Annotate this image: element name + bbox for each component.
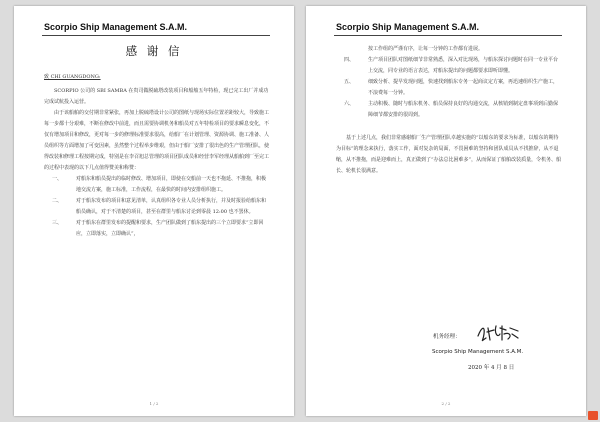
list-text: 对船东和船员提出的临时修改、增加项目，即使在交船前一天也不拖延、不推拖，积极地交流方案，施工标准，工作流程，在最快的时间内安排组织施工。 xyxy=(76,176,267,193)
closing-paragraph: 基于上述几点，我们非常感谢船厂生产管理团队卓越实施的“以船东的要求为标准，以船东的期待为目标”的理念来执行，落实工作，面对复杂的局面，不畏困难的坚持和团队成员从不找推辞，从不退缩，从不推拖，而是迎难而上，真正做到了“办法总比困难多”，从而保证了船舶改装质量，令机务、船长、轮机长很满意。 xyxy=(336,135,562,174)
list-number: 四、 xyxy=(344,57,355,63)
signature-icon xyxy=(476,322,520,344)
list-item xyxy=(336,55,562,77)
paragraph-intro: SCORPIO 公司的 SBI SAMBA 在贵司做脱硫塔改装项目和船舶五年特检，现已完工出厂并成功完成试航投入运营。 xyxy=(44,88,269,105)
header-rule xyxy=(334,35,562,36)
letter-page-1 xyxy=(14,6,294,416)
list-number: 五、 xyxy=(344,79,355,85)
handwritten-signature xyxy=(476,322,520,348)
list-item xyxy=(336,99,562,121)
letter-body-continued xyxy=(336,44,562,177)
list-number: 三、 xyxy=(52,220,63,226)
list-text: 对于船东发布的项目和意见清单，认真组织各专业人员分析执行，并及时报验给船东和船员确认，对于不清楚的项目，甚至在群里与船东讨论到零晨 12:00 也不罢休。 xyxy=(76,198,267,215)
list-number: 二、 xyxy=(52,198,63,204)
page-number: 1 / 2 xyxy=(149,401,159,406)
list-item xyxy=(336,77,562,99)
list-item xyxy=(44,174,270,196)
continued-line: 按工作组的严谨有序，让每一分钟的工作都有进展。 xyxy=(368,46,484,52)
list-text: 生产项目团队对图纸细节非常熟悉，深入对比现场，与船东探讨问题时在同一专业平台上交流，同专业的语言表达，对船东提出的问题都要求即听即懂。 xyxy=(368,57,559,74)
letter-page-2 xyxy=(306,6,586,416)
list-text: 对于船东在群里发布的提醒和要求，生产团队做到了船东提出的三个立即要求“立即回应，立即落实，立即确认”， xyxy=(76,220,264,237)
page-number: 2 / 2 xyxy=(441,401,451,406)
list-item xyxy=(44,196,270,218)
letter-body xyxy=(44,86,270,240)
list-number: 一、 xyxy=(52,176,63,182)
company-header: Scorpio Ship Management S.A.M. xyxy=(44,22,188,32)
header-rule xyxy=(42,35,270,36)
letter-date: 2020 年 4 月 8 日 xyxy=(468,365,515,371)
list-item xyxy=(44,218,270,240)
list-text: 主动积极、随时与船东机务、船员保持良好的沟通交流，从核销到制定盘事项到后勤保障细节都安排的很周到。 xyxy=(368,101,559,118)
signer-label: 机务经理： xyxy=(433,334,461,340)
list-text: 细致分析、提早发现问题，快速找到船东专务一起商议定方案，再迅速组织生产施工，不浪费每一分钟。 xyxy=(368,79,559,96)
list-number: 六、 xyxy=(344,101,355,107)
salutation: 致 CHI GUANGDONG: xyxy=(44,74,101,80)
signer-company: Scorpio Ship Management S.A.M. xyxy=(432,349,524,355)
app-logo-icon xyxy=(588,411,598,420)
company-header: Scorpio Ship Management S.A.M. xyxy=(336,22,480,32)
paragraph-background: 由于该船舶的交付期非常紧张，再加上脱硫塔设计公司的图纸与现场实际位置差距较大，导致施工每一步都十分艰难，不断在修改中前进，而且需要协调机务和船员对五年特检项目的要求瞬息变化，不仅有增加项目和修改，更对每一步的修理标准要求很高，给船厂在计划管理、资源协调、施工准备、人员组织等方面增加了可变因素，虽然整个过程举步维艰，但由于船厂安排了很出色的生产管理团队，使得改装和修理工程按期完成，特别是在李召旭总管理的项目团队成员和经营李军经理从船舶到厂至完工的过程中表现的以下几点值得赞美和称赞： xyxy=(44,110,270,171)
letter-title: 感 谢 信 xyxy=(125,44,183,58)
